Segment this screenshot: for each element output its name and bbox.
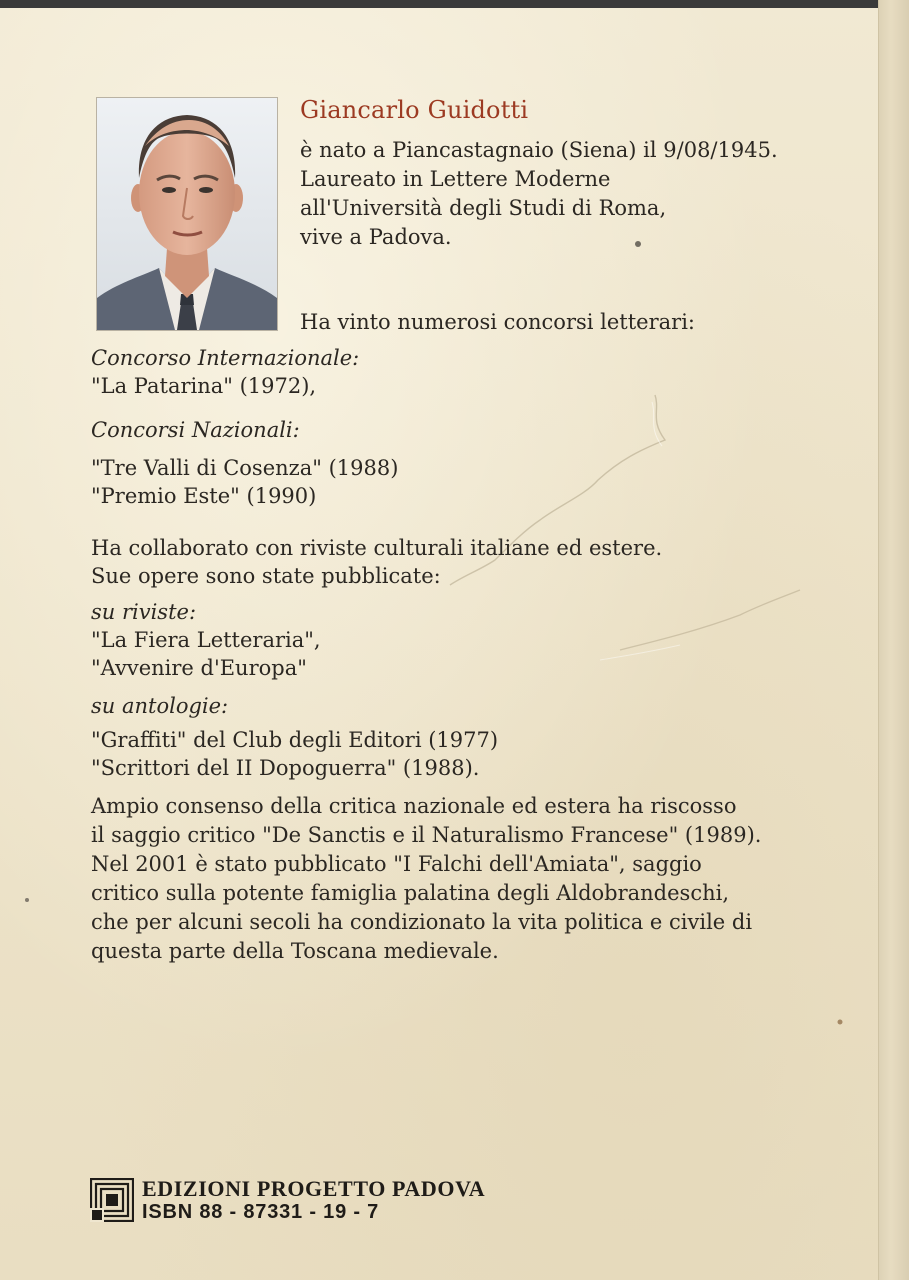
international-award: [91, 344, 359, 400]
national-label: Concorsi Nazionali:: [91, 418, 300, 442]
critique-line: questa parte della Toscana medievale.: [91, 939, 499, 963]
national-item: "Tre Valli di Cosenza" (1988): [91, 456, 399, 480]
anthologies-label: su antologie:: [91, 694, 229, 718]
collab-line: Ha collaborato con riviste culturali italiane ed estere.: [91, 536, 663, 560]
critique-line: Nel 2001 è stato pubblicato "I Falchi dell'Amiata", saggio: [91, 852, 702, 876]
publisher-logo-icon: [90, 1178, 134, 1222]
collab-line: Sue opere sono state pubblicate:: [91, 564, 441, 588]
anthology-item: "Graffiti" del Club degli Editori (1977): [91, 728, 499, 752]
awards-intro: [300, 308, 695, 336]
bio-line: all'Università degli Studi di Roma,: [300, 196, 667, 220]
critique-line: Ampio consenso della critica nazionale ed estera ha riscosso: [91, 794, 737, 818]
publisher-name: EDIZIONI PROGETTO PADOVA: [142, 1176, 486, 1201]
anthologies: [91, 692, 498, 782]
journal-item: "Avvenire d'Europa": [91, 656, 307, 680]
awards-intro-text: Ha vinto numerosi concorsi letterari:: [300, 310, 695, 334]
bio-line: vive a Padova.: [300, 225, 452, 249]
bio-line: è nato a Piancastagnaio (Siena) il 9/08/1945.: [300, 138, 778, 162]
author-name: Giancarlo Guidotti: [300, 96, 529, 124]
anthology-item: "Scrittori del II Dopoguerra" (1988).: [91, 756, 480, 780]
national-item: "Premio Este" (1990): [91, 484, 317, 508]
journals: [91, 598, 321, 682]
journal-item: "La Fiera Letteraria",: [91, 628, 321, 652]
national-awards: [91, 416, 398, 510]
international-label: Concorso Internazionale:: [91, 346, 360, 370]
author-bio: [300, 136, 778, 252]
author-portrait: [97, 98, 277, 330]
critique-line: che per alcuni secoli ha condizionato la vita politica e civile di: [91, 910, 753, 934]
critique: [91, 792, 761, 966]
international-item: "La Patarina" (1972),: [91, 374, 317, 398]
critique-line: il saggio critico "De Sanctis e il Naturalismo Francese" (1989).: [91, 823, 762, 847]
author-photo: [96, 97, 278, 331]
journals-label: su riviste:: [91, 600, 197, 624]
isbn: ISBN 88 - 87331 - 19 - 7: [142, 1201, 380, 1223]
spine-edge: [878, 0, 909, 1280]
critique-line: critico sulla potente famiglia palatina degli Aldobrandeschi,: [91, 881, 730, 905]
top-edge: [0, 0, 909, 8]
bio-line: Laureato in Lettere Moderne: [300, 167, 611, 191]
collaborations: [91, 534, 662, 590]
